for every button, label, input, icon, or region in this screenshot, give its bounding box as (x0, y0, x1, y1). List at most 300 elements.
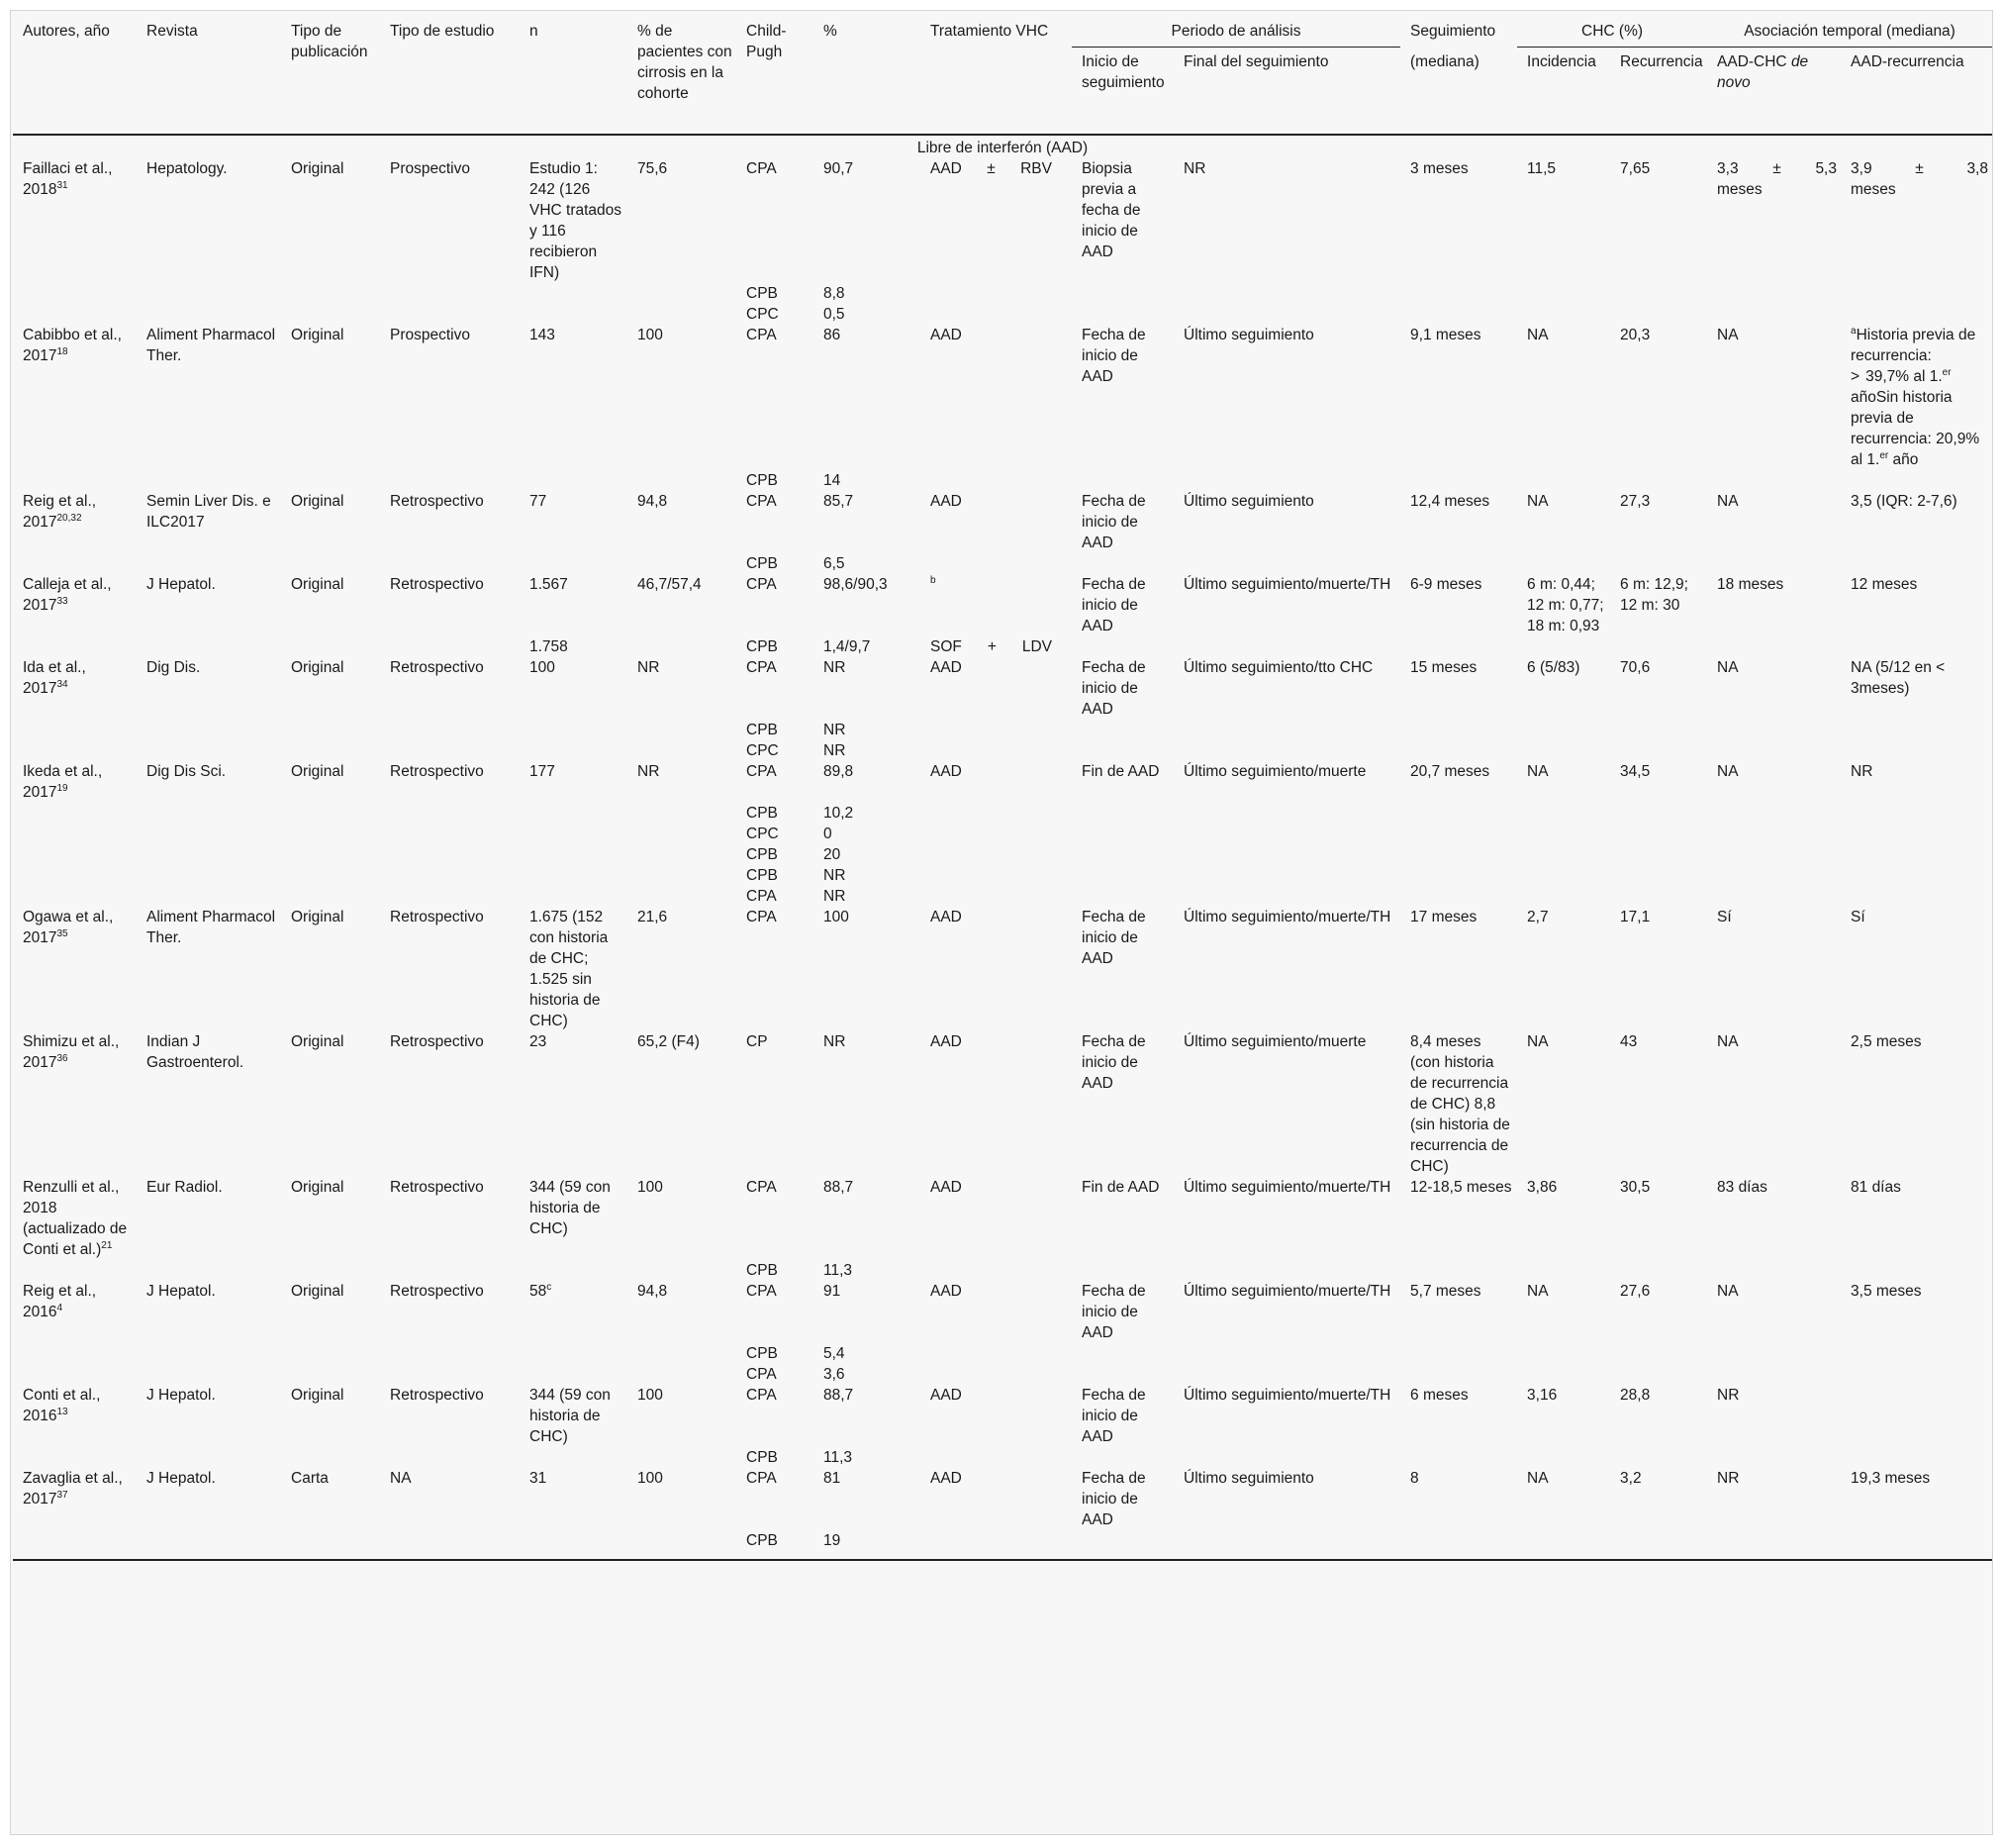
subcell-child: CPC (746, 742, 779, 759)
cell-recurrencia: 70,6 (1620, 659, 1651, 676)
subcell-trat (920, 283, 1072, 304)
cell-aad-chc: NA (1717, 763, 1739, 780)
subcell-pct: NR (823, 888, 846, 905)
subcell-aad-chc (1707, 720, 1841, 740)
subcell-tipo-estudio (380, 1260, 520, 1281)
reference-number: 35 (56, 927, 68, 939)
subcell-aad-rec (1841, 740, 1992, 761)
subcell-trat (920, 1364, 1072, 1385)
subcell-final (1174, 720, 1400, 740)
cell-aad-chc: NA (1717, 659, 1739, 676)
cell-cirrosis: 94,8 (637, 1283, 668, 1300)
subcell-child: CPB (746, 285, 778, 302)
cell-seguimiento: 3 meses (1410, 160, 1469, 177)
subcell-aad-chc (1707, 740, 1841, 761)
subcell-n (520, 824, 627, 844)
subcell-tipo-pub (281, 1343, 380, 1364)
subcell-inicio (1072, 803, 1174, 824)
subcell-inicio (1072, 1530, 1174, 1560)
subcell-tipo-estudio (380, 470, 520, 491)
subcell-n (520, 470, 627, 491)
subcell-revista (137, 844, 281, 865)
cell-n: 143 (529, 327, 555, 343)
treatment-part: SOF (930, 638, 962, 655)
recurrence-note-part: Historia previa de recurrencia: > (1851, 327, 1976, 385)
treatment-part: RBV (1020, 160, 1052, 177)
subcell-tipo-pub (281, 304, 380, 325)
col-group-periodo: Periodo de análisis (1072, 13, 1400, 48)
cell-autor (13, 761, 137, 803)
subcell-recurrencia (1610, 886, 1707, 907)
cell-autor (13, 907, 137, 1031)
cell-cirrosis: NR (637, 659, 660, 676)
author-text: Cabibbo et al., 2017 (23, 327, 122, 364)
cell-tipo-estudio: Retrospectivo (390, 493, 484, 510)
cell-child: CPA (746, 1470, 777, 1487)
cell-trat: AAD (930, 1387, 962, 1404)
cell-aad-rec: 3,5 (IQR: 2-7,6) (1851, 493, 1957, 510)
subcell-trat (920, 304, 1072, 325)
cell-trat (920, 574, 1072, 636)
recurrence-note-part: añoSin historia previa de recurrencia: 20,9% al 1. (1851, 389, 1980, 468)
subcell-recurrencia (1610, 1364, 1707, 1385)
subcell-trat (920, 803, 1072, 824)
subcell-seguimiento (1400, 553, 1517, 574)
author-text: Ida et al., 2017 (23, 659, 86, 697)
table-header (13, 13, 1992, 135)
subcell-revista (137, 803, 281, 824)
cell-cirrosis: NR (637, 763, 660, 780)
treatment-part: AAD (930, 160, 962, 177)
subcell-trat (920, 470, 1072, 491)
cell-recurrencia: 27,6 (1620, 1283, 1651, 1300)
recurrence-note-part: er (1942, 366, 1952, 378)
subcell-incidencia (1517, 886, 1610, 907)
subcell-child: CPB (746, 867, 778, 884)
cell-seguimiento: 17 meses (1410, 909, 1478, 925)
subcell-final (1174, 470, 1400, 491)
subcell-pct: 10,2 (823, 805, 854, 822)
subcell-tipo-pub (281, 865, 380, 886)
cell-tipo-pub: Original (291, 1283, 344, 1300)
subcell-aad-rec (1841, 886, 1992, 907)
interval-part: ± (1915, 160, 1924, 177)
cell-inicio: Biopsia previa a fecha de inicio de AAD (1082, 160, 1141, 260)
cell-revista: J Hepatol. (146, 576, 216, 593)
interval-part: 3,3 (1717, 160, 1739, 177)
subcell-aad-chc (1707, 304, 1841, 325)
cell-child: CPA (746, 327, 777, 343)
subcell-aad-rec (1841, 844, 1992, 865)
subcell-n (520, 1364, 627, 1385)
subcell-final (1174, 1260, 1400, 1281)
subcell-inicio (1072, 740, 1174, 761)
subcell-revista (137, 304, 281, 325)
cell-pct: 81 (823, 1470, 841, 1487)
subcell-cirrosis (627, 1447, 736, 1468)
subcell-recurrencia (1610, 1530, 1707, 1560)
subcell-incidencia (1517, 1260, 1610, 1281)
author-text: Renzulli et al., 2018 (actualizado de Conti et al.) (23, 1179, 128, 1258)
subcell-incidencia (1517, 553, 1610, 574)
subcell-cirrosis (627, 844, 736, 865)
subcell-tipo-estudio (380, 865, 520, 886)
table-row (13, 325, 1992, 470)
subcell-cirrosis (627, 470, 736, 491)
cell-revista: Dig Dis. (146, 659, 201, 676)
subcell-aad-rec (1841, 1364, 1992, 1385)
subcell-inicio (1072, 553, 1174, 574)
subcell-revista (137, 1343, 281, 1364)
table-subrow (13, 720, 1992, 740)
col-aad-recurrencia: AAD-recurrencia (1841, 48, 1992, 136)
subcell-seguimiento (1400, 470, 1517, 491)
subcell-tipo-pub (281, 803, 380, 824)
cell-revista: J Hepatol. (146, 1283, 216, 1300)
subcell-child: CPA (746, 1366, 777, 1383)
subcell-n: 1.758 (529, 638, 568, 655)
subcell-trat (920, 1343, 1072, 1364)
cell-autor (13, 1468, 137, 1530)
subcell-recurrencia (1610, 1343, 1707, 1364)
cell-inicio: Fecha de inicio de AAD (1082, 1033, 1146, 1092)
cell-trat: AAD (930, 327, 962, 343)
subcell-recurrencia (1610, 283, 1707, 304)
cell-pct: NR (823, 1033, 846, 1050)
cell-aad-rec (1841, 325, 1992, 470)
subcell-autor (13, 283, 137, 304)
cell-tipo-pub: Original (291, 160, 344, 177)
subcell-final (1174, 844, 1400, 865)
subcell-child: CPB (746, 1345, 778, 1362)
subcell-tipo-estudio (380, 1364, 520, 1385)
subcell-cirrosis (627, 1260, 736, 1281)
subcell-revista (137, 865, 281, 886)
cell-revista: Semin Liver Dis. e ILC2017 (146, 493, 271, 531)
cell-cirrosis: 75,6 (637, 160, 668, 177)
subcell-n (520, 1530, 627, 1560)
table-subrow (13, 1260, 1992, 1281)
author-text: Conti et al., 2016 (23, 1387, 101, 1424)
subcell-autor (13, 1260, 137, 1281)
subcell-aad-chc (1707, 865, 1841, 886)
subcell-autor (13, 803, 137, 824)
subcell-trat (920, 886, 1072, 907)
table-row (13, 491, 1992, 553)
subcell-recurrencia (1610, 844, 1707, 865)
cell-seguimiento: 20,7 meses (1410, 763, 1490, 780)
cell-revista: J Hepatol. (146, 1387, 216, 1404)
cell-aad-chc: NR (1717, 1387, 1740, 1404)
table-subrow (13, 470, 1992, 491)
subcell-tipo-estudio (380, 720, 520, 740)
cell-trat (920, 158, 1072, 283)
cell-autor (13, 1177, 137, 1260)
cell-n: 1.675 (152 con historia de CHC; 1.525 sin historia de CHC) (529, 909, 609, 1029)
cell-aad-rec: NR (1851, 763, 1873, 780)
cell-tipo-estudio: Retrospectivo (390, 763, 484, 780)
subcell-tipo-pub (281, 636, 380, 657)
subcell-tipo-estudio (380, 803, 520, 824)
table-subrow (13, 1530, 1992, 1560)
col-group-asociacion: Asociación temporal (mediana) (1707, 13, 1992, 48)
cell-autor (13, 491, 137, 553)
subcell-inicio (1072, 283, 1174, 304)
subcell-inicio (1072, 304, 1174, 325)
cell-pct: 90,7 (823, 160, 854, 177)
subcell-incidencia (1517, 1364, 1610, 1385)
cell-pct: 89,8 (823, 763, 854, 780)
cell-child: CPA (746, 1179, 777, 1196)
cell-child: CPA (746, 763, 777, 780)
subcell-aad-rec (1841, 803, 1992, 824)
cell-recurrencia: 20,3 (1620, 327, 1651, 343)
table-subrow (13, 1343, 1992, 1364)
cell-n: 31 (529, 1470, 547, 1487)
cell-revista: Aliment Pharmacol Ther. (146, 909, 276, 946)
table-subrow (13, 886, 1992, 907)
subcell-autor (13, 865, 137, 886)
subcell-inicio (1072, 1364, 1174, 1385)
de-novo-label: de novo (1717, 53, 1809, 91)
subcell-pct: NR (823, 867, 846, 884)
author-text: Ikeda et al., 2017 (23, 763, 103, 801)
cell-n: Estudio 1: 242 (126 VHC tratados y 116 recibieron IFN) (529, 160, 622, 281)
subcell-revista (137, 1447, 281, 1468)
col-seguimiento-mediana: (mediana) (1400, 48, 1517, 136)
subcell-trat (920, 1447, 1072, 1468)
cell-child: CPA (746, 909, 777, 925)
reference-number: 18 (56, 345, 68, 357)
treatment-part: ± (987, 160, 996, 177)
subcell-pct: 1,4/9,7 (823, 638, 871, 655)
cell-tipo-pub: Original (291, 1179, 344, 1196)
subcell-final (1174, 740, 1400, 761)
subcell-cirrosis (627, 1343, 736, 1364)
subcell-recurrencia (1610, 720, 1707, 740)
col-child-pugh: Child-Pugh (736, 13, 813, 135)
cell-tipo-estudio: Retrospectivo (390, 1387, 484, 1404)
subcell-incidencia (1517, 1447, 1610, 1468)
recurrence-note-part: año (1888, 451, 1919, 468)
subcell-recurrencia (1610, 803, 1707, 824)
subcell-child: CPA (746, 888, 777, 905)
subcell-incidencia (1517, 1530, 1610, 1560)
subcell-child: CPB (746, 472, 778, 489)
cell-pct: 100 (823, 909, 849, 925)
cell-aad-rec: Sí (1851, 909, 1865, 925)
cell-incidencia: NA (1527, 1033, 1549, 1050)
cell-aad-chc: 83 días (1717, 1179, 1767, 1196)
subcell-aad-rec (1841, 304, 1992, 325)
subcell-tipo-pub (281, 1447, 380, 1468)
subcell-aad-rec (1841, 1530, 1992, 1560)
cell-child: CPA (746, 493, 777, 510)
subcell-recurrencia (1610, 824, 1707, 844)
subcell-final (1174, 824, 1400, 844)
cell-aad-rec: 2,5 meses (1851, 1033, 1922, 1050)
cell-n: 177 (529, 763, 555, 780)
cell-aad-rec: 12 meses (1851, 576, 1918, 593)
subcell-aad-chc (1707, 886, 1841, 907)
footnote-mark: b (930, 574, 936, 586)
interval-unit: meses (1851, 181, 1896, 198)
subcell-child: CPB (736, 1530, 813, 1560)
subcell-autor (13, 720, 137, 740)
cell-trat: AAD (930, 1033, 962, 1050)
subcell-n (520, 720, 627, 740)
cell-incidencia: NA (1527, 493, 1549, 510)
cell-child: CPA (746, 1387, 777, 1404)
subcell-final (1174, 1447, 1400, 1468)
cell-tipo-pub: Original (291, 659, 344, 676)
subcell-incidencia (1517, 720, 1610, 740)
cell-incidencia: 3,86 (1527, 1179, 1558, 1196)
col-pct: % (813, 13, 920, 135)
cell-inicio: Fecha de inicio de AAD (1082, 493, 1146, 551)
subcell-autor (13, 886, 137, 907)
subcell-revista (137, 740, 281, 761)
cell-pct: 98,6/90,3 (823, 576, 888, 593)
reference-number: 34 (56, 678, 68, 690)
subcell-aad-chc (1707, 1260, 1841, 1281)
interval-part: 3,8 (1966, 160, 1988, 177)
subcell-tipo-estudio (380, 844, 520, 865)
cell-pct: 91 (823, 1283, 841, 1300)
subcell-seguimiento (1400, 803, 1517, 824)
interval-group (1717, 158, 1837, 179)
subcell-tipo-estudio (380, 1530, 520, 1560)
cell-tipo-pub: Carta (291, 1470, 329, 1487)
cell-inicio: Fecha de inicio de AAD (1082, 659, 1146, 718)
subcell-seguimiento (1400, 1364, 1517, 1385)
subcell-final (1174, 283, 1400, 304)
subcell-tipo-estudio (380, 283, 520, 304)
cell-autor (13, 1385, 137, 1447)
col-aad-chc-de-novo (1707, 48, 1841, 136)
subcell-aad-rec (1841, 1447, 1992, 1468)
table-subrow (13, 1447, 1992, 1468)
col-final-seguimiento: Final del seguimiento (1174, 48, 1400, 136)
cell-tipo-estudio: Retrospectivo (390, 1283, 484, 1300)
subcell-pct: 6,5 (823, 555, 845, 572)
interval-part: ± (1772, 160, 1781, 177)
subcell-trat (920, 844, 1072, 865)
subcell-cirrosis (627, 886, 736, 907)
cell-seguimiento: 12,4 meses (1410, 493, 1490, 510)
author-text: Ogawa et al., 2017 (23, 909, 114, 946)
subcell-revista (137, 1260, 281, 1281)
subcell-recurrencia (1610, 304, 1707, 325)
footnote-mark: c (546, 1281, 552, 1293)
cell-aad-chc: NA (1717, 1033, 1739, 1050)
treatment-part: + (987, 638, 997, 655)
cell-seguimiento: 9,1 meses (1410, 327, 1481, 343)
subcell-seguimiento (1400, 1530, 1517, 1560)
reference-number: 31 (56, 179, 68, 191)
subcell-incidencia (1517, 803, 1610, 824)
subcell-final (1174, 886, 1400, 907)
cell-aad-rec: 19,3 meses (1851, 1470, 1931, 1487)
subcell-aad-rec (1841, 824, 1992, 844)
interval-unit: meses (1717, 181, 1763, 198)
subcell-tipo-pub (281, 1364, 380, 1385)
reference-number: 19 (56, 782, 68, 794)
subcell-trat (920, 553, 1072, 574)
subcell-final (1174, 1343, 1400, 1364)
col-group-chc: CHC (%) (1517, 13, 1707, 48)
subcell-pct: 11,3 (823, 1449, 853, 1466)
table-subrow (13, 636, 1992, 657)
cell-inicio: Fecha de inicio de AAD (1082, 1387, 1146, 1445)
subcell-inicio (1072, 886, 1174, 907)
treatment-part: LDV (1021, 638, 1052, 655)
subcell-cirrosis (627, 1530, 736, 1560)
table-row (13, 1468, 1992, 1530)
cell-incidencia: 3,16 (1527, 1387, 1558, 1404)
table-row (13, 1281, 1992, 1343)
col-cirrosis: % de pacientes con cirrosis en la cohorte (627, 13, 736, 135)
subcell-tipo-pub (281, 740, 380, 761)
cell-inicio: Fecha de inicio de AAD (1082, 1470, 1146, 1528)
subcell-incidencia (1517, 740, 1610, 761)
cell-aad-rec (1841, 1385, 1992, 1447)
subcell-final (1174, 636, 1400, 657)
subcell-autor (13, 636, 137, 657)
subcell-pct: NR (823, 742, 846, 759)
subcell-inicio (1072, 824, 1174, 844)
subcell-tipo-estudio (380, 886, 520, 907)
subcell-final (1174, 803, 1400, 824)
cell-trat: AAD (930, 909, 962, 925)
subcell-recurrencia (1610, 865, 1707, 886)
cell-n: 1.567 (529, 576, 568, 593)
subcell-final (1174, 865, 1400, 886)
table-row (13, 1177, 1992, 1260)
cell-final: Último seguimiento/muerte/TH (1184, 909, 1391, 925)
cell-recurrencia: 6 m: 12,9; 12 m: 30 (1620, 576, 1688, 614)
cell-pct: 86 (823, 327, 841, 343)
cell-n: 77 (529, 493, 547, 510)
subcell-pct: 0 (823, 826, 832, 842)
subcell-n (520, 1343, 627, 1364)
subcell-seguimiento (1400, 886, 1517, 907)
subcell-seguimiento (1400, 636, 1517, 657)
cell-inicio: Fecha de inicio de AAD (1082, 576, 1146, 634)
cell-trat: AAD (930, 1470, 962, 1487)
author-text: Reig et al., 2017 (23, 493, 97, 531)
reference-number: 13 (56, 1406, 68, 1417)
cell-inicio: Fecha de inicio de AAD (1082, 327, 1146, 385)
cell-aad-chc: NA (1717, 493, 1739, 510)
subcell-final (1174, 553, 1400, 574)
cell-pct: NR (823, 659, 846, 676)
cell-pct: 88,7 (823, 1387, 854, 1404)
subcell-pct: 11,3 (823, 1262, 853, 1279)
treatment-group (930, 158, 1052, 179)
subcell-inicio (1072, 470, 1174, 491)
cell-recurrencia: 28,8 (1620, 1387, 1651, 1404)
subcell-cirrosis (627, 1364, 736, 1385)
cell-seguimiento: 15 meses (1410, 659, 1478, 676)
col-autores: Autores, año (13, 13, 137, 135)
subcell-incidencia (1517, 470, 1610, 491)
cell-inicio: Fin de AAD (1082, 1179, 1160, 1196)
subcell-incidencia (1517, 636, 1610, 657)
subcell-inicio (1072, 865, 1174, 886)
cell-tipo-estudio: Retrospectivo (390, 1033, 484, 1050)
cell-final: NR (1184, 160, 1206, 177)
